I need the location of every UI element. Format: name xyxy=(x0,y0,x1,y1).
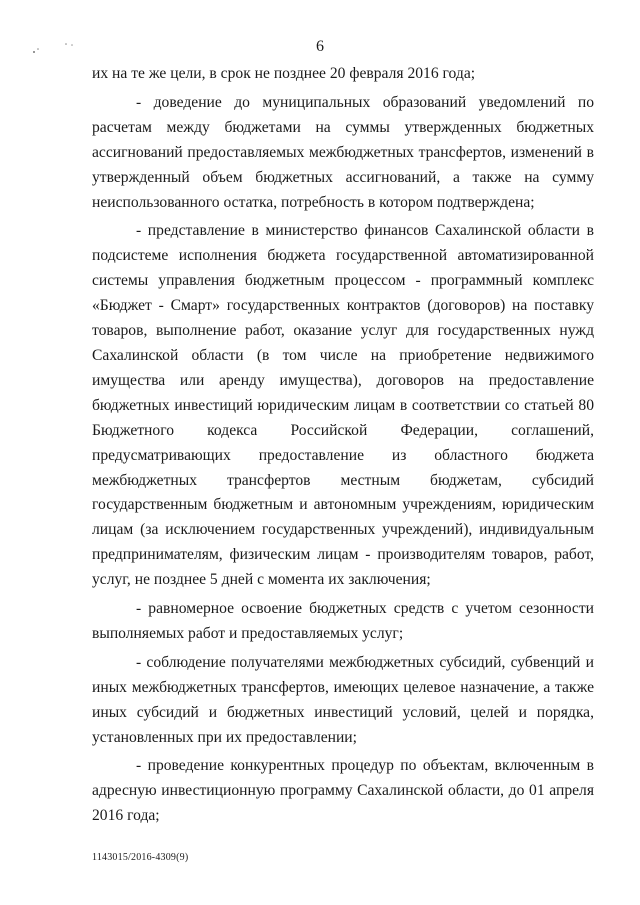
paragraph-uniform-spending: - равномерное освоение бюджетных средств с учетом сезонности выполняемых работ и предоставляемых услуг; xyxy=(92,600,594,642)
paragraph-compliance: - соблюдение получателями межбюджетных субсидий, субвенций и иных межбюджетных трансфертов, имеющих целевое назначение, а также иных субсидий и бюджетных инвестиций условий, целей и порядка, установленных при их предоставлении; xyxy=(92,653,594,746)
document-body xyxy=(92,62,594,833)
document-code: 1143015/2016-4309(9) xyxy=(92,852,189,863)
paragraph-competitive-procedures: - проведение конкурентных процедур по объектам, включенным в адресную инвестиционную программу Сахалинской области, до 01 апреля 2016 года; xyxy=(92,757,594,825)
paragraph-contracts-submission: - представление в министерство финансов Сахалинской области в подсистеме исполнения бюджета государственной автоматизированной системы управления бюджетным процессом - программный комплекс «Бюджет - Смарт» государственных контрактов (договоров) на поставку товаров, выполнение работ, оказание услуг для государственных нужд Сахалинской области (в том числе на приобретение недвижимого имущества или аренду имущества), договоров на предоставление бюджетных инвестиций юридическим лицам в соответствии со статьей 80 Бюджетного кодекса Российской Федерации, соглашений, предусматривающих предоставление из областного бюджета межбюджетных трансфертов местным бюджетам, субсидий государственным бюджетным и автономным учреждениям, юридическим лицам (за исключением государственных учреждений), индивидуальным предпринимателям, физическим лицам - производителям товаров, работ, услуг, не позднее 5 дней с момента их заключения; xyxy=(92,222,594,589)
page-number: 6 xyxy=(316,38,324,55)
paragraph-notification: - доведение до муниципальных образований уведомлений по расчетам между бюджетами на суммы утвержденных бюджетных ассигнований предоставляемых межбюджетных трансфертов, изменений в утвержденный объем бюджетных ассигнований, а также на сумму неиспользованного остатка, потребность в котором подтверждена; xyxy=(92,93,594,211)
paragraph-continuation: их на те же цели, в срок не позднее 20 февраля 2016 года; xyxy=(92,65,476,82)
